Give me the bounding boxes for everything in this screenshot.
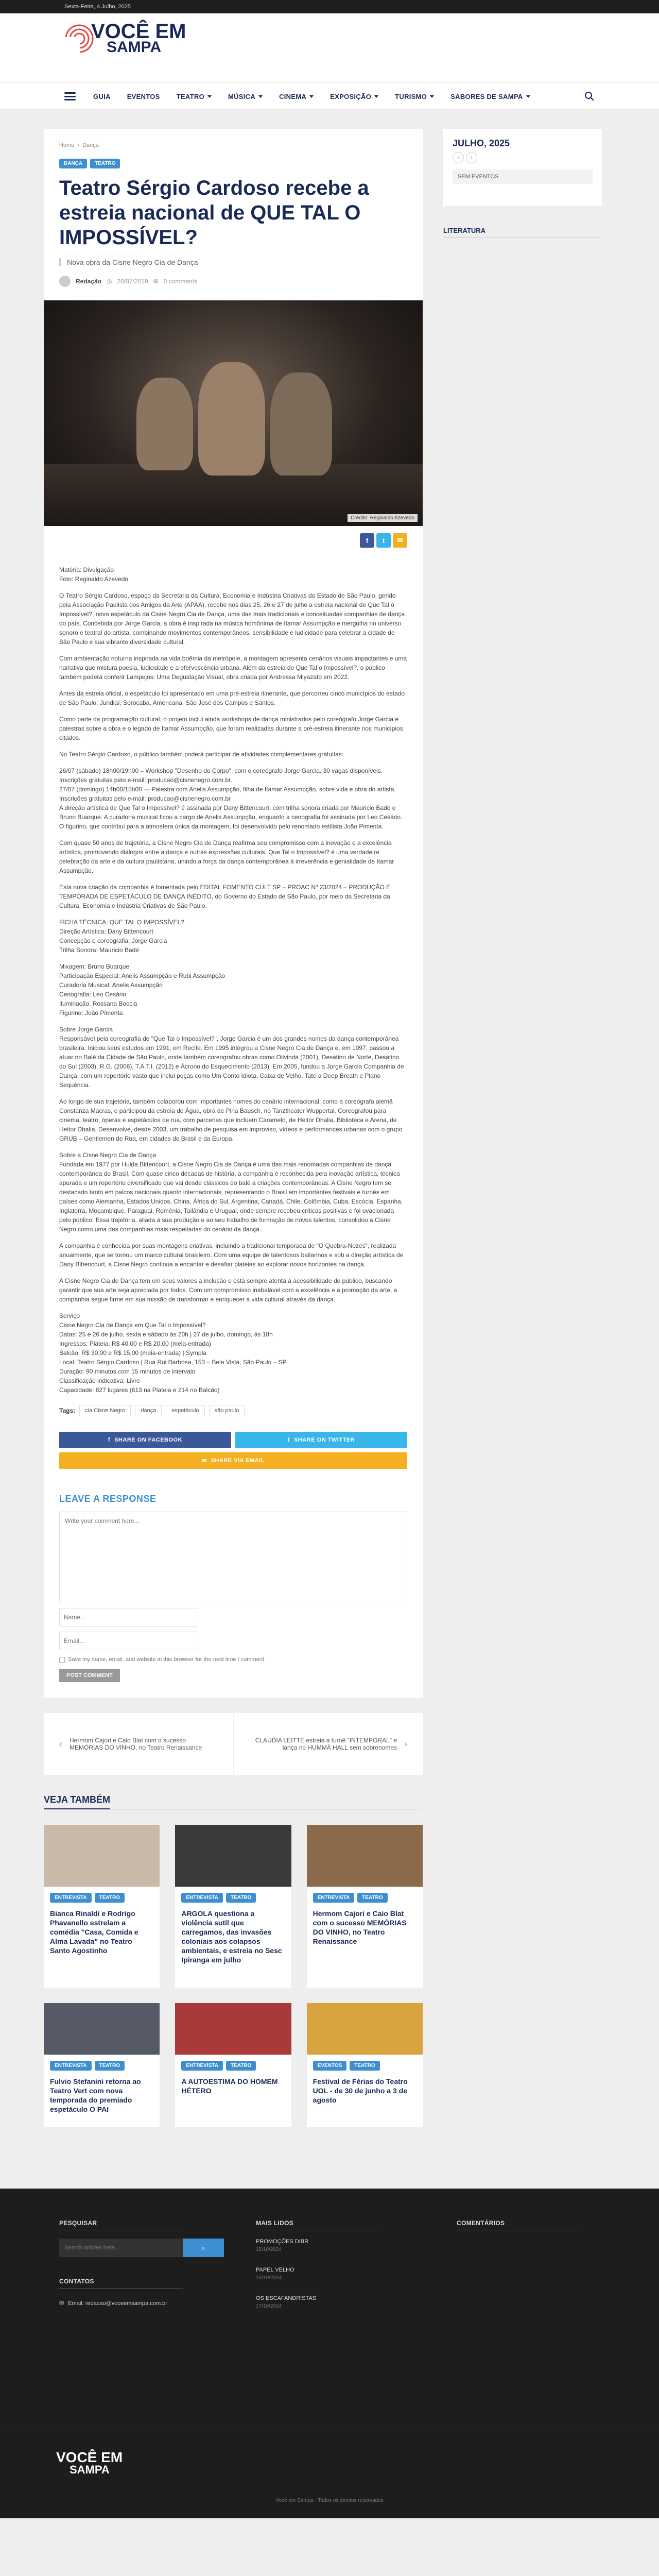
dancer-figure: [198, 362, 265, 476]
main-navigation: [0, 82, 659, 109]
category-badge[interactable]: ENTREVISTA: [313, 1893, 355, 1903]
nav-item-turismo[interactable]: TURISMO: [395, 93, 434, 100]
category-badge[interactable]: TEATRO: [95, 1893, 125, 1903]
article-paragraph: A Cisne Negro Cia de Dança tem em seus valores a inclusão e está sempre atenta à acessibilidade do público, buscando garantir que sua arte seja apreciada por todos. Com um compromisso inabalável com a excelência e a promoção da arte, a companhia segue firme em sua missão de transformar e enriquecer a vida cultural através da dança.: [59, 1277, 397, 1303]
footer-most-read-heading: MAIS LIDOS: [256, 2219, 379, 2230]
category-badge[interactable]: TEATRO: [350, 2061, 379, 2071]
chevron-down-icon: [207, 95, 212, 98]
author-avatar: [59, 276, 71, 287]
article-meta: [59, 276, 407, 287]
clock-icon: ◷: [107, 278, 112, 285]
site-logo[interactable]: [64, 20, 186, 56]
footer-comments-heading: COMENTÁRIOS: [457, 2219, 580, 2230]
breadcrumb: [59, 142, 407, 148]
chevron-down-icon: [430, 95, 434, 98]
most-read-item[interactable]: OS ESCAFANDRISTAS 17/10/2024: [256, 2295, 317, 2309]
article-paragraph: 26/07 (sábado) 18h00/19h00 – Workshop "Desenho do Corpo", com o coreógrafo Jorge Garcia. 30 vagas disponíveis. Inscrições gratuitas pelo e-mail: producao@cisnenegro.com.br. 27/07 (domingo) 14h00/15h00 — Palestra com Anelis Assumpção, filha de Itamar Assumpção, sobre vida e obra do artista. Inscrições gratuitas pelo e-mail: producao@cisnenegro.com.br A direção artística de Que Tal o Impossível? é assinada por Dany Bittencourt, com trilha sonora criada por Mauricio Badé e Bruno Buarque. A curadoria musical ficou a cargo de Anelis Assumpção, enquanto a cenografia foi assinada por Leo Cesário. O figurino, que contribui para a atmosfera única da montagem, foi desenvolvido pelo renomado estilista João Pimenta.: [59, 767, 403, 830]
share-twitter-button[interactable]: t SHARE ON TWITTER: [235, 1432, 407, 1448]
article-paragraph: Antes da estreia oficial, o espetáculo foi apresentado em uma pré-estreia itinerante, que percorreu cinco municípios do estado de São Paulo: Jundiaí, Sorocaba, Americana, São José dos Campos e Santos.: [59, 690, 405, 706]
related-post-title: A AUTOESTIMA DO HOMEM HÉTERO: [181, 2077, 278, 2095]
nav-item-exposi-o[interactable]: EXPOSIÇÃO: [330, 93, 378, 100]
related-post-thumbnail: [44, 1825, 160, 1887]
article-card: [44, 129, 423, 1698]
sidebar-section-title: LITERATURA: [443, 227, 602, 238]
comment-icon: ✉: [153, 278, 159, 285]
nav-item-eventos[interactable]: EVENTOS: [127, 92, 160, 100]
article-paragraph: Serviço Cisne Negro Cia de Dança em Que Tal o Impossível? Datas: 25 e 26 de julho, sexta e sábado às 20h | 27 de julho, domingo, às 18h Ingressos: Plateia: R$ 40,00 e R$ 20,00 (meia-entrada) Balcão: R$ 30,00 e R$ 15,00 (meia-entrada) | Sympla Local: Teatro Sérgio Cardoso | Rua Rui Barbosa, 153 – Bela Vista, São Paulo – SP Duração: 90 minutos com 15 minutos de intervalo Classificação indicativa: Livre Capacidade: 827 lugares (613 na Plateia e 214 no Balcão): [59, 1312, 287, 1394]
tag-link[interactable]: são paulo: [209, 1405, 245, 1416]
no-events-notice: SEM EVENTOS: [453, 170, 593, 184]
copyright: Você em Sampa - Todos os direitos reservados: [275, 2498, 384, 2503]
next-post-title: CLAUDIA LEITTE estreia a turnê "INTEMPORAL" e lança no HUMMÁ HALL sem sobrenomes: [255, 1737, 397, 1751]
dancer-figure: [136, 378, 193, 470]
menu-hamburger-icon[interactable]: [64, 92, 76, 100]
logo-line-1: VOCÊ EM: [91, 20, 186, 43]
site-footer: [0, 2189, 659, 2518]
email-icon: ✉: [59, 2300, 64, 2307]
article-paragraph: Matéria: Divulgação Foto: Reginaldo Azevedo: [59, 566, 129, 583]
sidebar: [443, 129, 602, 2127]
article-subtitle: Nova obra da Cisne Negro Cia de Dança: [59, 258, 407, 266]
email-icon: ✉: [202, 1458, 207, 1464]
article-paragraph: Com quase 50 anos de trajetória, a Cisne Negro Cia de Dança reafirma seu compromisso com a inovação e a excelência artística, promovendo diálogos entre a dança e outras expressões culturais. Que Tal o Impossível? é uma verdadeira celebração da arte e da cultura paulistana, unindo a força da dança contemporânea à irreverência e genialidade de Itamar Assumpção.: [59, 839, 394, 874]
article-paragraph: O Teatro Sérgio Cardoso, espaço da Secretaria da Cultura, Economia e Indústria Criativas do Estado de São Paulo, gerido pela Associação Paulista dos Amigos da Arte (APAA), recebe nos dias 25, 26 e 27 de julho a estreia nacional de Que Tal o Impossível?, novo espetáculo da Cisne Negro Cia de Dança, uma das mais tradicionais e conceituadas companhias de dança do país. Concebida por Jorge Garcia, a obra é inspirada na música homônima de Itamar Assumpção e mergulha no universo sonoro e teatral do artista, combinando movimentos contemporâneos, sensibilidade e ludicidade para celebrar a cidade de São Paulo e sua vibrante diversidade cultural.: [59, 592, 405, 646]
tag-list: [59, 1405, 407, 1416]
article-paragraph: Esta nova criação da companhia é fomentada pelo EDITAL FOMENTO CULT SP – PROAC Nº 23/2024 – PRODUÇÃO E TEMPORADA DE ESPETÁCULO DE DANÇA INÉDITO, do Governo do Estado de São Paulo, por meio da Secretaria da Cultura, Economia e Indústria Criativas de São Paulo.: [59, 884, 391, 909]
main-column: [44, 129, 423, 2127]
events-calendar-widget: [443, 129, 602, 206]
footer-search-column: [59, 2219, 256, 2324]
article-featured-image: [44, 300, 423, 526]
chevron-down-icon: [309, 95, 314, 98]
article-paragraph: FICHA TÉCNICA: QUE TAL O IMPOSSÍVEL? Direção Artística: Dany Bittencourt Concepção e coreografia: Jorge Garcia Trilha Sonora: Mauricio Badé: [59, 919, 184, 954]
page-body: [0, 129, 659, 2127]
article-paragraph: A companhia é conhecida por suas montagens criativas, incluindo a tradicional temporada de "O Quebra-Nozes", realizada anualmente, que se tornou um marco cultural brasileiro. Com uma equipe de talentosos bailarinos e sob a direção artística de Dany Bittencourt, a Cisne Negro continua a encantar e desafiar plateias ao explorar novos horizontes na dança.: [59, 1242, 404, 1268]
twitter-icon: t: [287, 1437, 290, 1443]
dancer-figure: [270, 372, 332, 476]
chevron-down-icon: [258, 95, 263, 98]
category-badge[interactable]: TEATRO: [226, 1893, 256, 1903]
footer-contact-email[interactable]: ✉ Email: redacao@voceemsampa.com.br: [59, 2300, 167, 2307]
article-paragraph: Com ambientação noturna inspirada na vida boêmia da metrópole, a montagem apresenta cenários visuais impactantes e uma narrativa que mistura poesia, ludicidade e a efervescência urbana. Além da estreia de Que Tal o Impossível?, o público também poderá conferir Lampejos: Uma Degustação Visual, obra criada por Andressa Miyazato em 2022.: [59, 655, 407, 681]
footer-search-input[interactable]: [59, 2239, 183, 2257]
comment-textarea[interactable]: [59, 1512, 407, 1601]
share-facebook-button[interactable]: f SHARE ON FACEBOOK: [59, 1432, 231, 1448]
current-date: Sexta-Feira, 4 Julho, 2025: [64, 4, 131, 10]
consent-checkbox[interactable]: [59, 1657, 65, 1663]
category-badge[interactable]: DANÇA: [59, 159, 87, 168]
related-post-title: Hermom Cajori e Caio Blat com o sucesso MEMÓRIAS DO VINHO, no Teatro Renaissance: [313, 1909, 407, 1945]
comment-form-heading: LEAVE A RESPONSE: [59, 1494, 157, 1504]
footer-contact-heading: CONTATOS: [59, 2278, 183, 2289]
tag-link[interactable]: cia Cisne Negro: [79, 1405, 131, 1416]
article-paragraph: No Teatro Sérgio Cardoso, o público também poderá participar de atividades complementares gratuitas:: [59, 751, 344, 758]
name-field[interactable]: [59, 1608, 198, 1626]
consent-checkbox-row: [59, 1656, 407, 1663]
chevron-left-icon: ‹: [59, 1738, 62, 1749]
facebook-icon[interactable]: f: [360, 533, 374, 548]
search-icon[interactable]: [584, 91, 595, 101]
related-post-card[interactable]: [307, 1825, 423, 1988]
related-post-thumbnail: [175, 2003, 291, 2055]
logo-line-2: SAMPA: [107, 39, 162, 56]
chevron-left-icon[interactable]: ‹: [453, 152, 464, 163]
comment-form: [59, 1494, 407, 1682]
chevron-down-icon: [526, 95, 530, 98]
related-posts-heading: VEJA TAMBÉM: [44, 1794, 110, 1809]
category-badge[interactable]: EVENTOS: [313, 2061, 347, 2071]
related-grid: [44, 1825, 423, 1988]
related-post-card[interactable]: [175, 2003, 291, 2127]
share-buttons: [59, 1432, 407, 1469]
nav-item-sabores-de-sampa[interactable]: SABORES DE SAMPA: [450, 93, 530, 100]
calendar-month: JULHO, 2025: [453, 138, 510, 148]
previous-post-link[interactable]: [44, 1713, 233, 1775]
related-post-card[interactable]: [44, 1825, 160, 1988]
publish-date: 20/07/2019: [117, 278, 148, 285]
related-post-thumbnail: [307, 1825, 423, 1887]
most-read-item[interactable]: PROMOÇÕES DIBR 15/10/2024: [256, 2239, 309, 2252]
category-badge[interactable]: ENTREVISTA: [181, 1893, 223, 1903]
article-paragraph: Como parte da programação cultural, o projeto inclui ainda workshops de dança ministrados pelo coreógrafo Jorge Garcia e palestras sobre a obra e o legado de Itamar Assumpção, que foram realizadas durante a pré-estreia itinerante nos municípios citados.: [59, 716, 403, 741]
footer-logo[interactable]: [56, 2449, 123, 2476]
comment-count[interactable]: 0 comments: [163, 278, 197, 285]
nav-item-m-sica[interactable]: MÚSICA: [228, 93, 263, 100]
article-paragraph: Mixagem: Bruno Buarque Participação Especial: Anelis Assumpção e Rubi Assumpção Curadoria Musical: Anelis Assumpção Cenografia: Leo Cesário Iluminação: Rossana Boccia Figurino: João Pimenta: [59, 963, 226, 1016]
previous-post-title: Hermom Cajori e Caio Blat com o sucesso MEMÓRIAS DO VINHO, no Teatro Renaissance: [70, 1737, 202, 1751]
category-badge[interactable]: TEATRO: [226, 2061, 256, 2071]
share-icons-row: [59, 533, 407, 548]
related-post-thumbnail: [307, 2003, 423, 2055]
author-name[interactable]: Redação: [76, 278, 102, 285]
article-paragraph: Sobre a Cisne Negro Cia de Dança Fundada em 1977 por Hulda Bittencourt, a Cisne Negro Cia de Dança é uma das mais renomadas companhias de dança contemporânea do Brasil. Com quase cinco décadas de história, a companhia é reconhecida pela inovação artística, técnica apurada e um repertório diversificado que vai desde clássicos do balé a criações contemporâneas. A Cisne Negro tem se destacado tanto em palcos nacionais quanto internacionais, representando o Brasil em importantes festivais e turnês em países como Alemanha, Estados Unidos, China, África do Sul, Argentina, Canadá, Chile, Colômbia, Cuba, Escócia, Espanha, Inglaterra, Moçambique, Paraguai, Romênia, Tailândia e Uruguai, onde sempre recebeu críticas positivas e foi ovacionada pelo público. Essa trajetória, aliada à sua produção e ao seu trabalho de formação de novos talentos, consolidou a Cisne Negro como uma das companhias mais respeitadas do cenário da dança.: [59, 1151, 403, 1233]
image-caption: Crédito: Reginaldo Azevedo: [348, 514, 418, 522]
footer-comments-column: [457, 2219, 611, 2324]
chevron-right-icon[interactable]: ›: [466, 152, 477, 163]
footer-search-heading: PESQUISAR: [59, 2219, 183, 2230]
tags-label: Tags:: [59, 1407, 76, 1414]
article-paragraph: Sobre Jorge Garcia Responsável pela coreografia de "Que Tal o Impossível?", Jorge Garcia é um dos grandes nomes da dança contemporânea brasileira. Iniciou seus estudos em 1991, em Recife. Em 1995 integrou a Cisne Negro Cia de Dança e, em 1997, passou a atuar no Balé da Cidade de São Paulo, onde também coreografou obras como Olivinda (2001), Desatino de Norte, Desatino do Sul (2003), R.G. (2006), T.A.T.I. (2012) e Ácrono do Esquecimento (2013). Em 2005, fundou a Jorge Garcia Companhia de Dança, com um repertório vasto que inclui peças como Um Conto Idiota, Caixa de Velho, Tate a Deep Breath e Plano Sequência.: [59, 1026, 404, 1089]
nav-item-teatro[interactable]: TEATRO: [177, 93, 212, 100]
category-badge[interactable]: ENTREVISTA: [50, 1893, 92, 1903]
related-grid: [44, 2003, 423, 2127]
breadcrumb-current[interactable]: Dança: [82, 142, 99, 148]
email-field[interactable]: [59, 1632, 198, 1650]
top-bar: [0, 0, 659, 13]
breadcrumb-separator: ›: [77, 142, 80, 148]
twitter-icon[interactable]: t: [376, 533, 391, 548]
related-post-title: Bianca Rinaldi e Rodrigo Phavanello estrelam a comédia "Casa, Comida e Alma Lavada" no Teatro Santo Agostinho: [50, 1909, 138, 1955]
chevron-right-icon: ›: [404, 1738, 407, 1749]
related-post-thumbnail: [175, 1825, 291, 1887]
article-categories: [59, 159, 407, 168]
email-icon[interactable]: ✉: [393, 533, 407, 548]
article-title: Teatro Sérgio Cardoso recebe a estreia nacional de QUE TAL O IMPOSSÍVEL?: [59, 177, 369, 249]
consent-label: Save my name, email, and website in this browser for the next time I comment.: [68, 1656, 266, 1663]
breadcrumb-home[interactable]: Home: [59, 142, 75, 148]
related-post-title: ARGOLA questiona a violência sutil que carregamos, das invasões coloniais aos colapsos ambientais, e estreia no Sesc Ipiranga em julho: [181, 1909, 282, 1964]
search-icon[interactable]: ⌕: [183, 2239, 224, 2257]
facebook-icon: f: [108, 1437, 111, 1443]
share-email-button[interactable]: ✉ SHARE VIA EMAIL: [59, 1452, 407, 1469]
footer-most-read-column: [256, 2219, 457, 2324]
nav-item-cinema[interactable]: CINEMA: [279, 93, 314, 100]
most-read-item[interactable]: PAPEL VELHO 15/10/2024: [256, 2267, 294, 2281]
tag-link[interactable]: dança: [135, 1405, 162, 1416]
related-post-thumbnail: [44, 2003, 160, 2055]
category-badge[interactable]: TEATRO: [90, 159, 120, 168]
nav-item-guia[interactable]: GUIA: [93, 92, 111, 100]
related-post-card[interactable]: [175, 1825, 291, 1988]
category-badge[interactable]: TEATRO: [357, 1893, 387, 1903]
category-badge[interactable]: ENTREVISTA: [50, 2061, 92, 2071]
article-body: [59, 565, 407, 1395]
post-navigation: [44, 1713, 423, 1775]
tag-link[interactable]: espetáculo: [166, 1405, 204, 1416]
post-comment-button[interactable]: POST COMMENT: [59, 1669, 120, 1682]
logo-line-2: SAMPA: [70, 2463, 110, 2476]
chevron-down-icon: [374, 95, 378, 98]
article-paragraph: Ao longo de sua trajetória, também colaborou com importantes nomes do cenário internacional, como a coreógrafa alemã Constanza Macras, e participou da estreia de Água, obra de Pina Bausch, no Tanztheater Wuppertal. Coreografou para cinema, teatro, óperas e espetáculos de rua, com parcerias que incluem Caramelo, de Heitor Dhalia, Biblioteca e Arena, de Heitor Dhalia. Desenvolve, desde 2003, um trabalho de pesquisa em improviso, vídeos e performances urbanas com o grupo GRUB – Gentlemen de Rua, em cidades do Brasil e da Europa.: [59, 1098, 403, 1142]
related-posts-section: [44, 1794, 423, 2127]
site-header: [0, 13, 659, 82]
category-badge[interactable]: TEATRO: [95, 2061, 125, 2071]
related-post-title: Festival de Férias do Teatro UOL - de 30 de junho a 3 de agosto: [313, 2077, 408, 2104]
next-post-link[interactable]: [233, 1713, 423, 1775]
related-post-card[interactable]: [307, 2003, 423, 2127]
related-post-card[interactable]: [44, 2003, 160, 2127]
related-post-title: Fulvio Stefanini retorna ao Teatro Vert com nova temporada do premiado espetáculo O PAI: [50, 2077, 141, 2113]
logo-line-1: VOCÊ EM: [56, 2449, 123, 2465]
category-badge[interactable]: ENTREVISTA: [181, 2061, 223, 2071]
logo-spiral-icon: [64, 24, 94, 54]
